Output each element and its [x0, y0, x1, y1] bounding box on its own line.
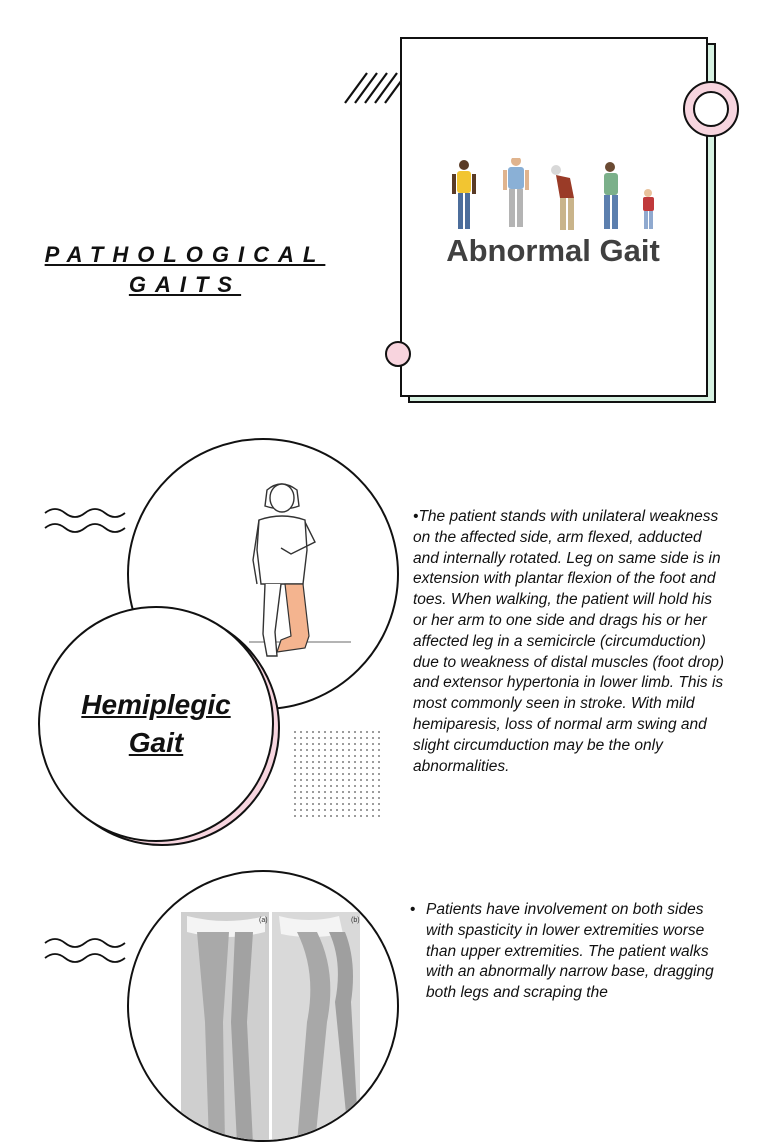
- cover-card-title: Abnormal Gait: [446, 233, 660, 268]
- section-description-text-2: Patients have involvement on both sides with spasticity in lower extremities worse than upper extremities. The patient walks with an abnormally narrow base, dragging both legs and scraping the: [426, 901, 714, 1002]
- bullet-marker-2: •: [410, 901, 416, 918]
- section-description-text: The patient stands with unilateral weakness on the affected side, arm flexed, adducted and internally rotated. Leg on same side is in extension with plantar flexion of the foot and toes. When walking, the patient will hold his or her arm to one side and drags his or her affected leg in a semicircle (circumduction) due to weakness of distal muscles (foot drop) and extensor hypertonia in lower limb. This is most commonly seen in stroke. With mild hemiparesis, loss of normal arm swing and slight circumduction may be the only abnormalities.: [413, 508, 725, 775]
- dot-grid-decoration: [293, 730, 381, 818]
- walking-people-illustration: [448, 158, 663, 234]
- page-title: PATHOLOGICAL GAITS: [44, 242, 326, 297]
- wave-lines-decoration-2: [44, 936, 126, 966]
- spastic-legs-photo: [129, 872, 399, 1142]
- bullet-marker: •: [413, 508, 419, 525]
- section-description: [413, 507, 728, 777]
- section-description-2: [410, 900, 730, 1004]
- svg-text:(a): (a): [259, 917, 268, 924]
- section-title: Hemiplegic Gait: [81, 689, 231, 758]
- wave-lines-decoration: [44, 506, 126, 536]
- ring-decoration: [682, 80, 740, 138]
- pink-dot-decoration: [385, 341, 411, 367]
- section-title-circle: [38, 606, 274, 842]
- spastic-image-circle: [127, 870, 399, 1142]
- svg-text:(b): (b): [351, 917, 360, 924]
